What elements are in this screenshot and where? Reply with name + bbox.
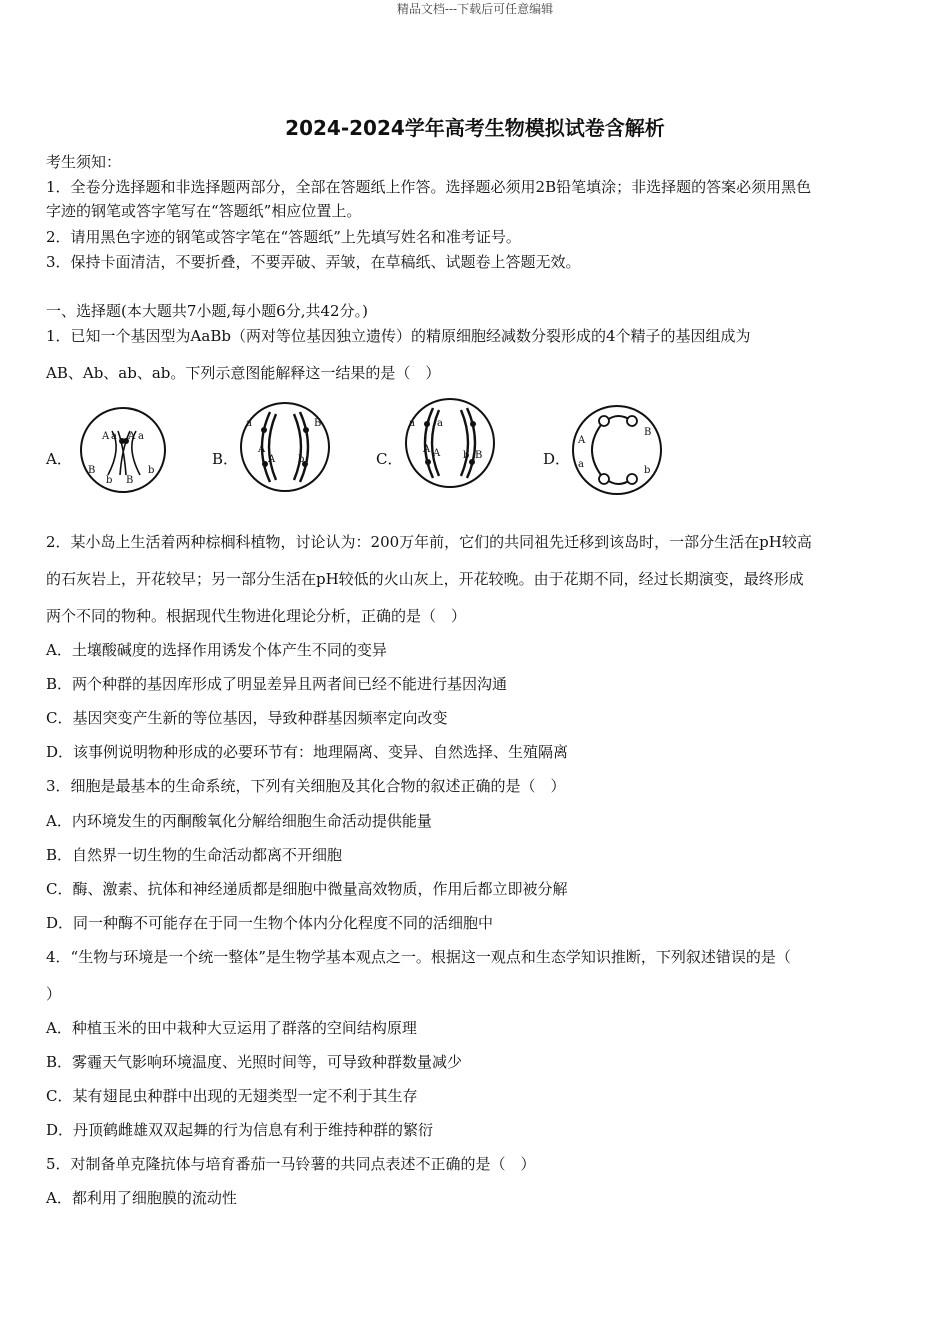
q5-stem: 5．对制备单克隆抗体与培育番茄一马铃薯的共同点表述不正确的是（ ）: [46, 1155, 536, 1173]
notice-item: 3．保持卡面清洁，不要折叠，不要弄破、弄皱，在草稿纸、试题卷上答题无效。: [46, 253, 581, 271]
gene-label: b: [148, 465, 155, 476]
q3-option: B．自然界一切生物的生命活动都离不开细胞: [46, 846, 343, 864]
q3-option: C．酶、激素、抗体和神经递质都是细胞中微量高效物质，作用后都立即被分解: [46, 880, 568, 898]
q2-stem: 2．某小岛上生活着两种棕榈科植物，讨论认为：200万年前，它们的共同祖先迁移到该岛时，一部分生活在pH较高: [46, 533, 812, 551]
gene-label: b: [298, 454, 305, 465]
q2-option: C．基因突变产生新的等位基因，导致种群基因频率定向改变: [46, 709, 448, 727]
q2-stem: 两个不同的物种。根据现代生物进化理论分析，正确的是（ ）: [46, 607, 467, 625]
gene-label: A: [268, 454, 276, 465]
gene-label: b: [106, 475, 113, 486]
page-header: 精品文档---下载后可任意编辑: [396, 2, 554, 16]
q1-option-c-label: C．: [376, 450, 403, 468]
gene-label: a: [138, 431, 144, 442]
q3-stem: 3．细胞是最基本的生命系统，下列有关细胞及其化合物的叙述正确的是（ ）: [46, 777, 566, 795]
q4-stem: 4．“生物与环境是一个统一整体”是生物学基本观点之一。根据这一观点和生态学知识推断，下列叙述错误的是（: [46, 948, 791, 966]
q5-option: A．都利用了细胞膜的流动性: [46, 1189, 237, 1207]
q4-option: B．雾霾天气影响环境温度、光照时间等，可导致种群数量减少: [46, 1053, 463, 1071]
gene-label: a: [111, 431, 117, 442]
cell-diagram-d: [570, 403, 660, 498]
gene-label: A: [578, 435, 586, 446]
gene-label: B: [475, 450, 483, 461]
q1-option-d-label: D．: [543, 450, 571, 468]
q1-stem: 1．已知一个基因型为AaBb（两对等位基因独立遗传）的精原细胞经减数分裂形成的4个精子的基因组成为: [46, 327, 751, 345]
cell-diagram-a: [78, 403, 168, 498]
gene-label: A: [423, 444, 431, 455]
section-heading: 一、选择题(本大题共7小题,每小题6分,共42分。): [46, 302, 368, 320]
cell-diagram-b: [238, 400, 328, 495]
q2-option: B．两个种群的基因库形成了明显差异且两者间已经不能进行基因沟通: [46, 675, 508, 693]
q2-option: D．该事例说明物种形成的必要环节有：地理隔离、变异、自然选择、生殖隔离: [46, 743, 569, 761]
notice-item: 1．全卷分选择题和非选择题两部分，全部在答题纸上作答。选择题必须用2B铅笔填涂；非选择题的答案必须用黑色: [46, 178, 812, 196]
gene-label: A: [102, 431, 110, 442]
q2-stem: 的石灰岩上，开花较早；另一部分生活在pH较低的火山灰上，开花较晚。由于花期不同，经过长期演变，最终形成: [46, 570, 804, 588]
gene-label: b: [463, 450, 470, 461]
q3-option: D．同一种酶不可能存在于同一生物个体内分化程度不同的活细胞中: [46, 914, 494, 932]
gene-label: A: [433, 448, 441, 459]
q4-option: D．丹顶鹤雌雄双双起舞的行为信息有利于维持种群的繁衍: [46, 1121, 434, 1139]
notice-heading: 考生须知：: [46, 153, 122, 171]
gene-label: a: [409, 418, 415, 429]
q1-option-a-label: A．: [46, 450, 72, 468]
gene-label: b: [644, 465, 651, 476]
q4-option: C．某有翅昆虫种群中出现的无翅类型一定不利于其生存: [46, 1087, 418, 1105]
gene-label: A: [128, 431, 136, 442]
q2-option: A．土壤酸碱度的选择作用诱发个体产生不同的变异: [46, 641, 387, 659]
page-title: 2024-2024学年高考生物模拟试卷含解析: [285, 116, 665, 140]
notice-item: 2．请用黑色字迹的钢笔或答字笔在“答题纸”上先填写姓名和准考证号。: [46, 228, 521, 246]
gene-label: B: [314, 418, 322, 429]
q1-option-b-label: B．: [212, 450, 239, 468]
gene-label: a: [437, 418, 443, 429]
gene-label: A: [258, 444, 266, 455]
q1-stem: AB、Ab、ab、ab。下列示意图能解释这一结果的是（ ）: [46, 364, 441, 382]
notice-item: 字迹的钢笔或答字笔写在“答题纸”相应位置上。: [46, 202, 362, 220]
gene-label: B: [88, 465, 96, 476]
gene-label: B: [126, 475, 134, 486]
q4-option: A．种植玉米的田中栽种大豆运用了群落的空间结构原理: [46, 1019, 417, 1037]
gene-label: a: [246, 418, 252, 429]
q3-option: A．内环境发生的丙酮酸氧化分解给细胞生命活动提供能量: [46, 812, 432, 830]
gene-label: a: [578, 459, 584, 470]
q4-stem: ）: [46, 985, 62, 1003]
gene-label: B: [644, 427, 652, 438]
cell-diagram-c: [403, 396, 493, 491]
